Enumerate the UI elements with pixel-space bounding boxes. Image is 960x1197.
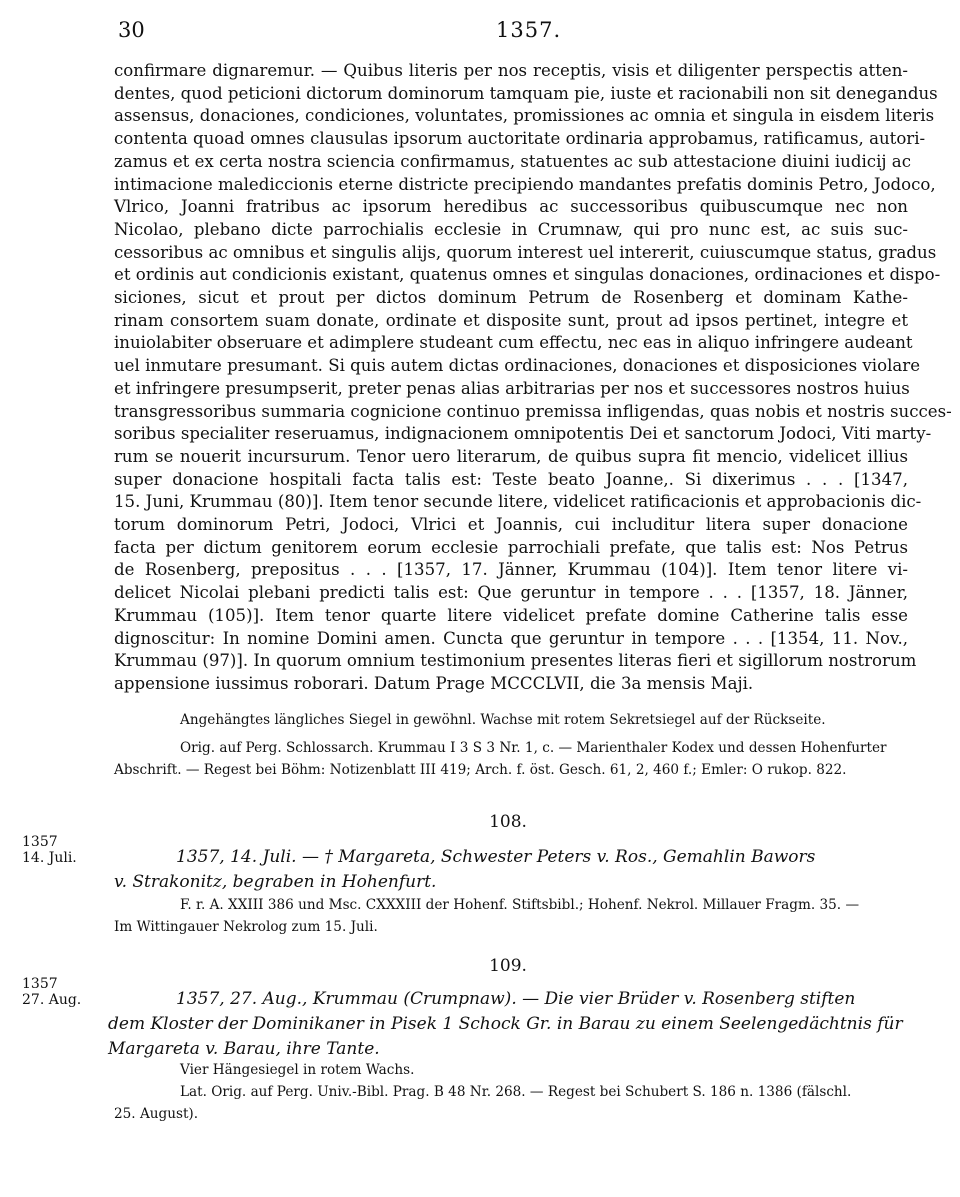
text-line: et ordinis aut condicionis existant, quatenus omnes et singulas donaciones, ordinaciones et dispo- [114, 265, 941, 285]
text-line: transgressoribus summaria cognicione continuo premissa infligendas, quas nobis et nostris succes- [114, 401, 952, 421]
entry-number-109: 109. [489, 956, 527, 976]
heading-line: 1357, 27. Aug., Krummau (Crumpnaw). — Die vier Brüder v. Rosenberg stiften [176, 989, 856, 1009]
source-line: 25. August). [114, 1105, 199, 1122]
page-number: 30 [118, 18, 145, 42]
heading-line: 1357, 14. Juli. — † Margareta, Schwester Peters v. Ros., Gemahlin Bawors [176, 847, 816, 867]
text-line: 15. Juni, Krummau (80)]. Item tenor secunde litere, videlicet ratificacionis et approbacionis dic- [114, 492, 922, 512]
text-line: inuiolabiter obseruare et adimplere studeant cum effectu, nec eas in aliquo infringere audeant [114, 333, 913, 353]
text-line: assensus, donaciones, condiciones, voluntates, promissiones ac omnia et singula in eisdem literis [114, 106, 935, 126]
text-line: Nicolao, plebano dicte parrochialis ecclesie in Crumnaw, qui pro nunc est, ac suis suc- [114, 219, 908, 239]
heading-line: Margareta v. Barau, ihre Tante. [108, 1039, 380, 1059]
text-line: zamus et ex certa nostra sciencia confirmamus, statuentes ac sub attestacione diuini iudicij ac [114, 151, 911, 171]
source-line: Orig. auf Perg. Schlossarch. Krummau I 3 S 3 Nr. 1, c. — Marienthaler Kodex und dessen Hohenfurter [180, 740, 887, 756]
source-note-108 [114, 895, 908, 938]
text-line: delicet Nicolai plebani predicti talis est: Que geruntur in tempore . . . [1357, 18. Jänner, [114, 583, 908, 603]
margin-year: 1357 [22, 834, 58, 850]
text-line: rum se nouerit incursurum. Tenor uero literarum, de quibus supra fit mencio, videlicet illius [114, 446, 908, 466]
margin-year: 1357 [22, 976, 58, 992]
margin-day: 27. Aug. [22, 992, 82, 1008]
running-head-year: 1357. [496, 18, 562, 42]
text-line: contenta quoad omnes clausulas ipsorum auctoritate ordinaria approbamus, ratificamus, autori- [114, 129, 926, 149]
text-line: Vlrico, Joanni fratribus ac ipsorum heredibus ac successoribus quibuscumque nec non [114, 197, 908, 217]
text-line: facta per dictum genitorem eorum ecclesie parrochiali prefate, que talis est: Nos Petrus [114, 537, 908, 557]
source-line: Lat. Orig. auf Perg. Univ.-Bibl. Prag. B 48 Nr. 268. — Regest bei Schubert S. 186 n. 1386 (fälschl. [180, 1084, 852, 1100]
heading-109 [108, 987, 908, 1062]
text-line: soribus specialiter reseruamus, indignacionem omnipotentis Dei et sanctorum Jodoci, Viti marty- [114, 424, 932, 444]
text-line: confirmare dignaremur. — Quibus literis per nos receptis, visis et diligenter perspectis atten- [114, 61, 908, 80]
heading-line: v. Strakonitz, begraben in Hohenfurt. [114, 872, 437, 892]
margin-date-109 [22, 976, 102, 1008]
text-line: Krummau (105)]. Item tenor quarte litere videlicet prefate domine Catherine talis esse [114, 605, 908, 625]
text-line: rinam consortem suam donate, ordinate et disposite sunt, prout ad ipsos pertinet, integre et [114, 310, 908, 330]
text-line: dignoscitur: In nomine Domini amen. Cuncta que geruntur in tempore . . . [1354, 11. Nov., [114, 628, 908, 648]
text-line: uel inmutare presumant. Si quis autem dictas ordinaciones, donaciones et disposiciones violare [114, 356, 921, 376]
text-line: intimacione malediccionis eterne districte precipiendo mandantes prefatis dominis Petro, Jodoco, [114, 174, 936, 194]
page-header [0, 14, 960, 44]
source-line: Abschrift. — Regest bei Böhm: Notizenblatt III 419; Arch. f. öst. Gesch. 61, 2, 460 f.; Emler: O rukop. 822. [114, 761, 847, 778]
text-line: de Rosenberg, prepositus . . . [1357, 17. Jänner, Krummau (104)]. Item tenor litere vi- [114, 560, 908, 580]
source-note-107 [114, 738, 908, 781]
text-line: cessoribus ac omnibus et singulis alijs, quorum interest uel intererit, cuiuscumque status, gradus [114, 242, 937, 262]
text-line: super donacione hospitali facta talis est: Teste beato Joanne,. Si dixerimus . . . [1347, [114, 469, 908, 489]
source-note-109 [114, 1082, 908, 1125]
entry-number-108: 108. [489, 812, 527, 832]
seal-description: Vier Hängesiegel in rotem Wachs. [180, 1062, 415, 1078]
margin-date-108 [22, 834, 102, 866]
seal-description: Angehängtes längliches Siegel in gewöhnl. Wachse mit rotem Sekretsiegel auf der Rückseite. [180, 712, 826, 728]
text-line: dentes, quod peticioni dictorum dominorum tamquam pie, iuste et racionabili non sit denegandus [114, 83, 938, 103]
text-line: appensione iussimus roborari. Datum Prage MCCCLVII, die 3a mensis Maji. [114, 673, 754, 693]
heading-108 [114, 845, 914, 895]
source-line: Im Wittingauer Nekrolog zum 15. Juli. [114, 918, 378, 935]
seal-note-107 [114, 710, 908, 732]
text-line: siciones, sicut et prout per dictos dominum Petrum de Rosenberg et dominam Kathe- [114, 288, 908, 308]
heading-line: dem Kloster der Dominikaner in Pisek 1 Schock Gr. in Barau zu einem Seelengedächtnis für [108, 1014, 903, 1034]
text-line: Krummau (97)]. In quorum omnium testimonium presentes literas fieri et sigillorum nostrorum [114, 651, 917, 671]
text-line: et infringere presumpserit, preter penas alias arbitrarias per nos et successores nostros huius [114, 378, 910, 398]
source-line: F. r. A. XXIII 386 und Msc. CXXXIII der Hohenf. Stiftsbibl.; Hohenf. Nekrol. Millauer Fragm. 35. — [180, 897, 860, 913]
text-line: torum dominorum Petri, Jodoci, Vlrici et Joannis, cui includitur litera super donacione [114, 515, 908, 535]
seal-note-109 [114, 1060, 908, 1082]
charter-text [114, 60, 952, 696]
margin-day: 14. Juli. [22, 850, 77, 866]
